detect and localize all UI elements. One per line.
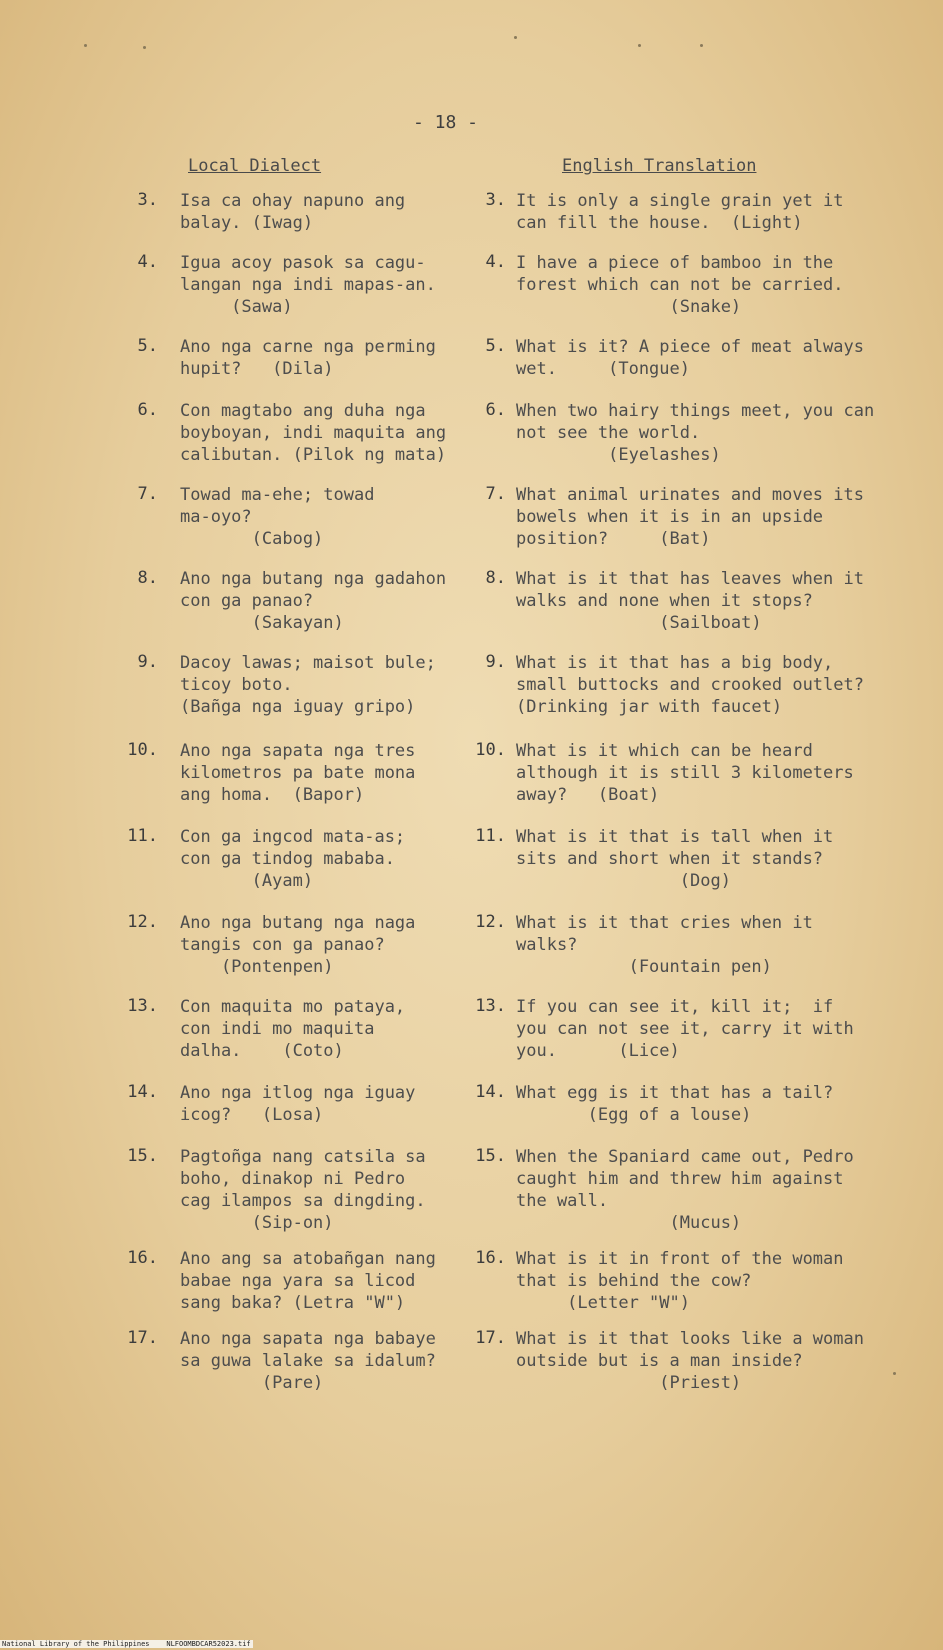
riddle-number-left: 17. (127, 1328, 158, 1348)
riddle-dialect: Dacoy lawas; maisot bule; ticoy boto. (Bañga nga iguay gripo) (180, 653, 436, 717)
riddle-number-right: 7. (485, 484, 506, 504)
riddle-english: It is only a single grain yet it can fill the house. (Light) (516, 191, 844, 233)
paper-speck (700, 44, 703, 47)
riddle-number-right: 9. (485, 652, 506, 672)
riddle-dialect: Ano nga butang nga gadahon con ga panao? (Sakayan) (180, 569, 447, 633)
riddle-number-right: 10. (475, 740, 506, 760)
riddle-number-left: 7. (137, 484, 158, 504)
riddle-number-left: 12. (127, 912, 158, 932)
riddle-number-left: 9. (137, 652, 158, 672)
riddle-english: I have a piece of bamboo in the forest which can not be carried. (Snake) (516, 253, 844, 317)
riddle-number-left: 6. (137, 400, 158, 420)
riddle-english: If you can see it, kill it; if you can not see it, carry it with you. (Lice) (516, 997, 854, 1061)
riddle-dialect: Igua acoy pasok sa cagu- langan nga indi mapas-an. (Sawa) (180, 253, 436, 317)
paper-speck (893, 1372, 896, 1375)
riddle-dialect: Ano nga butang nga naga tangis con ga panao? (Pontenpen) (180, 913, 416, 977)
header-local-dialect: Local Dialect (188, 156, 322, 176)
riddle-english: What is it that looks like a woman outside but is a man inside? (Priest) (516, 1329, 864, 1393)
riddle-english: What animal urinates and moves its bowels when it is in an upside position? (Bat) (516, 485, 864, 549)
riddle-number-right: 3. (485, 190, 506, 210)
scan-footer: National Library of the Philippines NLFOOMBDCAR52023.tif (2, 1640, 251, 1648)
riddle-english: What is it that cries when it walks? (Fountain pen) (516, 913, 813, 977)
riddle-number-right: 8. (485, 568, 506, 588)
page-number: - 18 - (413, 112, 479, 133)
riddle-dialect: Towad ma-ehe; towad ma-oyo? (Cabog) (180, 485, 375, 549)
header-english-translation: English Translation (562, 156, 757, 176)
riddle-number-left: 16. (127, 1248, 158, 1268)
riddle-number-left: 15. (127, 1146, 158, 1166)
riddle-english: What egg is it that has a tail? (Egg of a louse) (516, 1083, 834, 1125)
paper-speck (84, 44, 87, 47)
riddle-number-right: 12. (475, 912, 506, 932)
riddle-english: What is it? A piece of meat always wet. (Tongue) (516, 337, 864, 379)
riddle-number-left: 3. (137, 190, 158, 210)
riddle-number-right: 5. (485, 336, 506, 356)
riddle-number-left: 11. (127, 826, 158, 846)
riddle-english: When the Spaniard came out, Pedro caught him and threw him against the wall. (Mucus) (516, 1147, 854, 1233)
riddle-number-right: 13. (475, 996, 506, 1016)
riddle-number-left: 8. (137, 568, 158, 588)
riddle-dialect: Con ga ingcod mata-as; con ga tindog mababa. (Ayam) (180, 827, 406, 891)
riddle-number-right: 6. (485, 400, 506, 420)
riddle-dialect: Con maquita mo pataya, con indi mo maquita dalha. (Coto) (180, 997, 406, 1061)
paper-speck (638, 44, 641, 47)
paper-speck (143, 46, 146, 49)
riddle-dialect: Pagtoñga nang catsila sa boho, dinakop ni Pedro cag ilampos sa dingding. (Sip-on) (180, 1147, 426, 1233)
riddle-dialect: Ano nga itlog nga iguay icog? (Losa) (180, 1083, 416, 1125)
riddle-number-left: 13. (127, 996, 158, 1016)
riddle-dialect: Ano ang sa atobañgan nang babae nga yara sa licod sang baka? (Letra "W") (180, 1249, 436, 1313)
riddle-english: What is it that has a big body, small buttocks and crooked outlet? (Drinking jar with faucet) (516, 653, 864, 717)
riddle-number-left: 5. (137, 336, 158, 356)
riddle-english: When two hairy things meet, you can not see the world. (Eyelashes) (516, 401, 875, 465)
riddle-number-right: 11. (475, 826, 506, 846)
riddle-dialect: Ano nga sapata nga tres kilometros pa bate mona ang homa. (Bapor) (180, 741, 416, 805)
riddle-number-right: 4. (485, 252, 506, 272)
riddle-number-left: 14. (127, 1082, 158, 1102)
riddle-dialect: Ano nga carne nga perming hupit? (Dila) (180, 337, 436, 379)
riddle-english: What is it that has leaves when it walks and none when it stops? (Sailboat) (516, 569, 864, 633)
riddle-number-left: 4. (137, 252, 158, 272)
riddle-dialect: Isa ca ohay napuno ang balay. (Iwag) (180, 191, 406, 233)
riddle-english: What is it which can be heard although it is still 3 kilometers away? (Boat) (516, 741, 854, 805)
riddle-number-right: 16. (475, 1248, 506, 1268)
riddle-number-right: 15. (475, 1146, 506, 1166)
riddle-number-right: 17. (475, 1328, 506, 1348)
riddle-dialect: Con magtabo ang duha nga boyboyan, indi maquita ang calibutan. (Pilok ng mata) (180, 401, 447, 465)
riddle-english: What is it in front of the woman that is behind the cow? (Letter "W") (516, 1249, 844, 1313)
riddle-english: What is it that is tall when it sits and short when it stands? (Dog) (516, 827, 834, 891)
paper-speck (514, 36, 517, 39)
riddle-number-left: 10. (127, 740, 158, 760)
riddle-dialect: Ano nga sapata nga babaye sa guwa lalake sa idalum? (Pare) (180, 1329, 436, 1393)
riddle-number-right: 14. (475, 1082, 506, 1102)
